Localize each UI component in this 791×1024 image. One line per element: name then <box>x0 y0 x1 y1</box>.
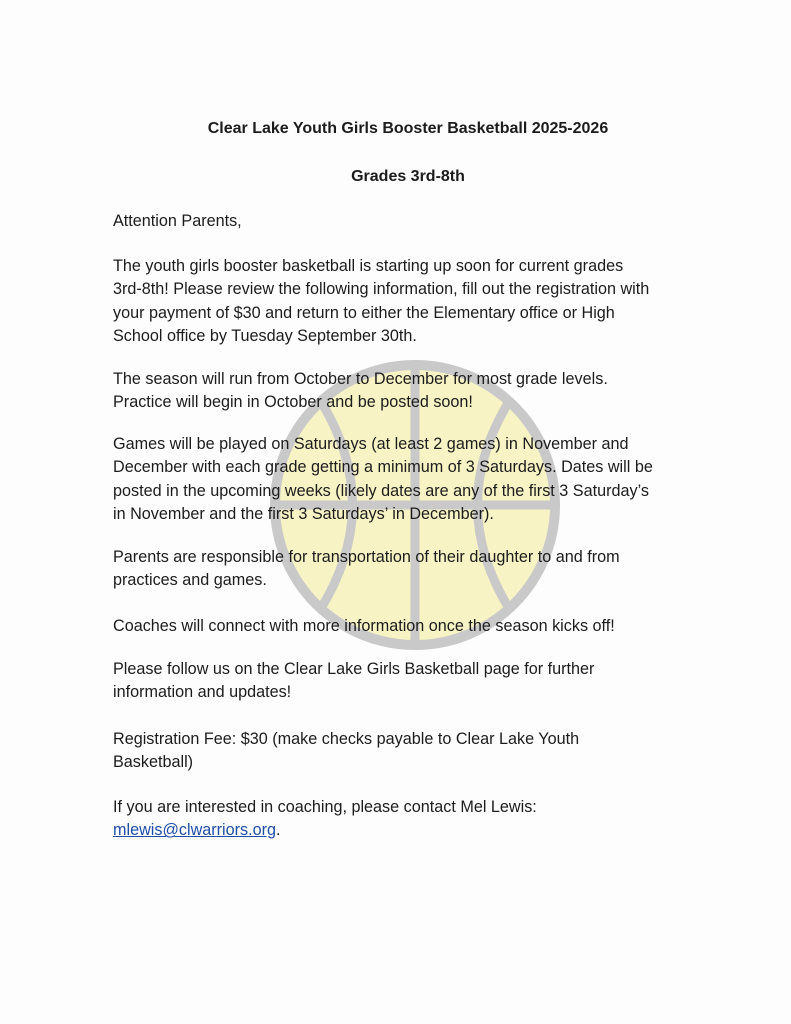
paragraph-line: practices and games. <box>113 571 267 590</box>
paragraph-line: in November and the first 3 Saturdays’ in December). <box>113 504 494 523</box>
paragraph-line: The season will run from October to December for most grade levels. <box>113 370 608 388</box>
paragraph-line: Parents are responsible for transportation of their daughter to and from <box>113 548 620 566</box>
paragraph-line: Basketball) <box>113 753 194 772</box>
follow-paragraph <box>113 658 693 705</box>
paragraph-line: 3rd-8th! Please review the following information, fill out the registration with <box>113 280 650 299</box>
coaches-paragraph <box>113 615 693 638</box>
paragraph-line: posted in the upcoming weeks (likely dates are any of the first 3 Saturday’s <box>113 481 649 500</box>
games-paragraph <box>113 433 693 526</box>
fee-paragraph <box>113 728 693 775</box>
paragraph-line: Practice will begin in October and be posted soon! <box>113 393 473 412</box>
contact-suffix: . <box>276 821 281 840</box>
greeting-text: Attention Parents, <box>113 212 242 230</box>
contact-email-link[interactable]: mlewis@clwarriors.org <box>113 821 277 840</box>
paragraph-line: December with each grade getting a minimum of 3 Saturdays. Dates will be <box>113 458 653 477</box>
paragraph-line: Games will be played on Saturdays (at least 2 games) in November and <box>113 435 629 453</box>
document-title: Clear Lake Youth Girls Booster Basketball 2025-2026 <box>207 120 609 137</box>
season-paragraph <box>113 368 693 415</box>
greeting <box>113 210 693 233</box>
paragraph-line: your payment of $30 and return to either the Elementary office or High <box>113 303 615 322</box>
paragraph-line: School office by Tuesday September 30th. <box>113 326 417 345</box>
paragraph-line: information and updates! <box>113 683 292 702</box>
coaching-paragraph <box>113 796 693 843</box>
paragraph-line: Registration Fee: $30 (make checks payable to Clear Lake Youth <box>113 730 580 748</box>
contact-line <box>113 819 693 842</box>
paragraph-line: If you are interested in coaching, please contact Mel Lewis: <box>113 798 537 816</box>
paragraph-line: Please follow us on the Clear Lake Girls Basketball page for further <box>113 660 595 678</box>
intro-paragraph <box>113 255 693 348</box>
document-subtitle: Grades 3rd-8th <box>351 168 465 185</box>
paragraph-line: The youth girls booster basketball is starting up soon for current grades <box>113 257 624 275</box>
transport-paragraph <box>113 546 693 593</box>
paragraph-line: Coaches will connect with more information once the season kicks off! <box>113 617 615 635</box>
